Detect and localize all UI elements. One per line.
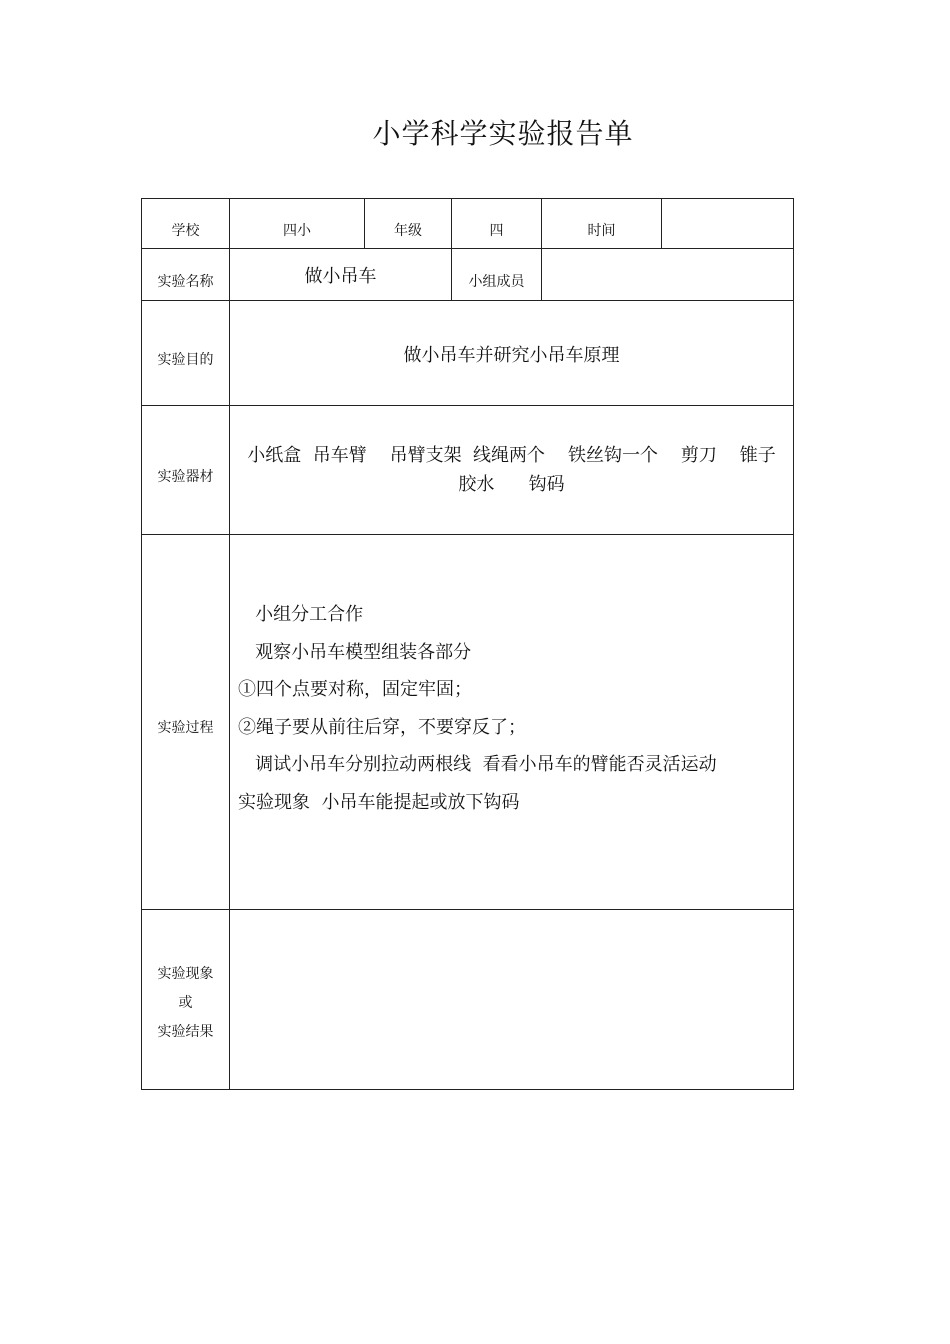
result-label-line: 实验结果	[157, 1024, 214, 1040]
page-title: 小学科学实验报告单	[372, 117, 634, 150]
process-line: 实验现象 小吊车能提起或放下钩码	[238, 791, 520, 813]
process-line: 观察小吊车模型组装各部分	[238, 641, 472, 663]
result-value	[230, 980, 793, 1014]
process-content	[238, 596, 717, 822]
materials-value	[230, 441, 793, 499]
school-label: 学校	[171, 223, 200, 239]
materials-label: 实验器材	[157, 469, 214, 485]
time-label: 时间	[587, 223, 616, 239]
process-line: ①四个点要对称，固定牢固；	[238, 679, 472, 701]
process-line: 调试小吊车分别拉动两根线 看看小吊车的臂能否灵活运动	[238, 754, 717, 776]
materials-line: 小纸盒 吊车臂 吊臂支架 线绳两个 铁丝钩一个 剪刀 锥子	[247, 445, 776, 466]
experiment-name-label: 实验名称	[157, 274, 214, 290]
purpose-value: 做小吊车并研究小吊车原理	[403, 345, 620, 366]
process-label: 实验过程	[157, 720, 214, 736]
time-value	[662, 213, 793, 247]
grade-label: 年级	[394, 223, 422, 239]
experiment-name-value: 做小吊车	[304, 266, 377, 287]
materials-line: 胶水 钩码	[458, 474, 565, 495]
school-value: 四小	[283, 223, 311, 239]
result-label-line: 实验现象	[157, 966, 214, 982]
purpose-label: 实验目的	[157, 352, 214, 368]
process-line: ②绳子要从前往后穿，不要穿反了；	[238, 716, 526, 738]
group-members-label: 小组成员	[468, 274, 525, 290]
result-label-line: 或	[178, 995, 193, 1011]
result-label	[142, 960, 229, 1047]
grade-value: 四	[489, 223, 504, 239]
group-members-value	[542, 264, 793, 298]
process-line: 小组分工合作	[238, 604, 364, 625]
